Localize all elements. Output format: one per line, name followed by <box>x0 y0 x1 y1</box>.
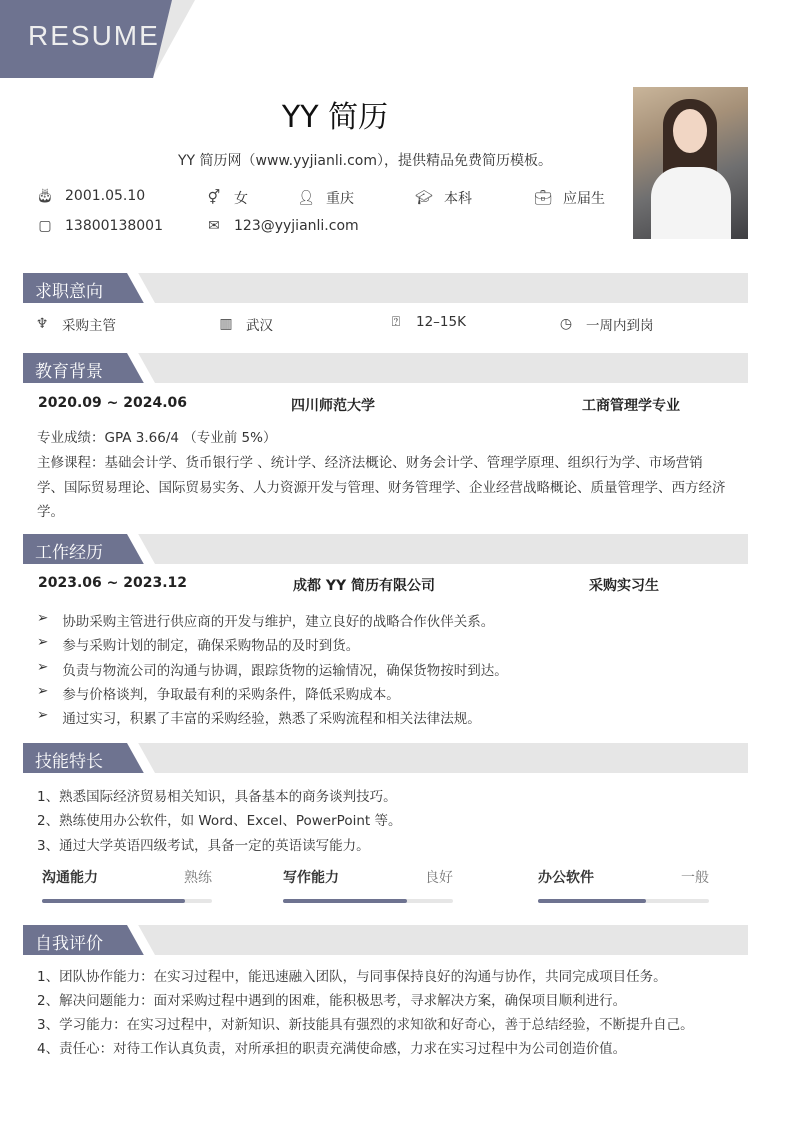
arrow-bullet-icon: ➢ <box>37 682 49 699</box>
money-bag-icon: ⍰ <box>391 314 401 330</box>
work-period: 2023.06 ~ 2023.12 <box>38 575 188 591</box>
intent-arrival <box>556 314 654 334</box>
info-status <box>533 188 605 208</box>
work-role: 采购实习生 <box>589 578 659 594</box>
skill-name: 沟通能力 <box>42 870 98 886</box>
education-school: 四川师范大学 <box>291 398 375 414</box>
building-icon: ▥ <box>219 316 233 332</box>
profile-photo <box>633 87 748 239</box>
bullet-text: 参与采购计划的制定，确保采购物品的及时到货。 <box>62 638 360 655</box>
skill-fill <box>283 899 407 903</box>
skill-level: 熟练 <box>184 870 212 886</box>
work-bullet-item <box>37 659 508 679</box>
salary-value: 12–15K <box>416 314 466 330</box>
bullet-text: 通过实习，积累了丰富的采购经验，熟悉了采购流程和相关法律法规。 <box>62 711 481 728</box>
tie-icon: ♆ <box>35 316 49 332</box>
work-bullet-item <box>37 634 359 654</box>
skill-line: 2、熟练使用办公软件，如 Word、Excel、PowerPoint 等。 <box>37 813 402 829</box>
info-gender <box>204 188 248 208</box>
section-title: 教育背景 <box>35 362 103 382</box>
arrival-value: 一周内到岗 <box>586 318 654 334</box>
bullet-text: 负责与物流公司的沟通与协调，跟踪货物的运输情况，确保货物按时到达。 <box>62 662 508 679</box>
skill-name: 办公软件 <box>538 870 594 886</box>
work-bullet-item <box>37 707 481 727</box>
skill-line: 1、熟悉国际经济贸易相关知识，具备基本的商务谈判技巧。 <box>37 789 397 805</box>
person-list-icon: 👤︎ <box>297 190 315 206</box>
skill-track <box>538 899 709 903</box>
info-degree <box>414 188 472 208</box>
skill-bar-2 <box>538 867 709 903</box>
arrow-bullet-icon: ➢ <box>37 634 49 651</box>
banner-text: RESUME <box>28 20 160 51</box>
info-phone <box>35 218 163 234</box>
section-header-skills <box>23 743 748 773</box>
section-title: 技能特长 <box>35 752 103 772</box>
intent-city <box>216 314 273 334</box>
degree-value: 本科 <box>444 191 472 207</box>
resume-banner <box>0 0 195 78</box>
clock-icon: ◷ <box>559 316 573 332</box>
position-value: 采购主管 <box>62 318 116 334</box>
section-header-self <box>23 925 748 955</box>
skill-fill <box>42 899 185 903</box>
hometown-value: 重庆 <box>326 191 354 207</box>
education-courses: 主修课程：基础会计学、货币银行学 、统计学、经济法概论、财务会计学、管理学原理、组织行为学、市场营销学、国际贸易理论、国际贸易实务、人力资源开发与管理、财务管理学、企业经营战略概论、质量管理学、西方经济学。 <box>37 455 726 520</box>
arrow-bullet-icon: ➢ <box>37 610 49 626</box>
section-title: 求职意向 <box>35 282 103 302</box>
phone-icon: ▢ <box>38 218 52 234</box>
self-eval-line: 4、责任心：对待工作认真负责，对所承担的职责充满使命感，力求在实习过程中为公司创造价值。 <box>37 1041 627 1057</box>
city-value: 武汉 <box>246 318 273 334</box>
bullet-text: 参与价格谈判，争取最有利的采购条件，降低采购成本。 <box>62 686 400 703</box>
graduation-cap-icon: 🎓︎ <box>415 190 433 206</box>
skill-bar-0 <box>42 867 212 903</box>
skill-level: 一般 <box>681 870 709 886</box>
self-eval-line: 2、解决问题能力：面对采购过程中遇到的困难，能积极思考，寻求解决方案，确保项目顺利进行。 <box>37 993 627 1009</box>
page-title: YY 简历 <box>281 100 389 135</box>
education-period: 2020.09 ~ 2024.06 <box>38 395 188 411</box>
status-value: 应届生 <box>563 191 605 207</box>
gender-value: 女 <box>234 191 248 207</box>
email-value: 123@yyjianli.com <box>234 218 359 234</box>
work-company: 成都 YY 简历有限公司 <box>293 578 436 594</box>
skill-name: 写作能力 <box>283 870 339 886</box>
intent-position <box>32 314 116 334</box>
cake-icon: 🎂︎ <box>36 188 54 204</box>
phone-value: 13800138001 <box>65 218 163 234</box>
section-header-education <box>23 353 748 383</box>
section-title: 自我评价 <box>35 934 103 954</box>
bullet-text: 协助采购主管进行供应商的开发与维护，建立良好的战略合作伙伴关系。 <box>62 614 495 630</box>
section-header-work <box>23 534 748 564</box>
arrow-bullet-icon: ➢ <box>37 658 49 675</box>
birth-value: 2001.05.10 <box>65 188 146 204</box>
briefcase-icon: 💼︎ <box>534 190 552 206</box>
work-bullet-item <box>37 610 494 630</box>
skill-line: 3、通过大学英语四级考试，具备一定的英语读写能力。 <box>37 838 370 854</box>
skill-level: 良好 <box>425 870 453 886</box>
skill-track <box>283 899 453 903</box>
education-major: 工商管理学专业 <box>582 398 680 414</box>
skill-track <box>42 899 212 903</box>
section-title: 工作经历 <box>35 543 103 563</box>
mail-icon: ✉ <box>208 218 220 234</box>
subtitle: YY 简历网（www.yyjianli.com），提供精品免费简历模板。 <box>178 153 552 169</box>
self-eval-line: 3、学习能力：在实习过程中，对新知识、新技能具有强烈的求知欲和好奇心，善于总结经验，不断提升自己。 <box>37 1017 694 1033</box>
arrow-bullet-icon: ➢ <box>37 707 49 724</box>
education-gpa: 专业成绩：GPA 3.66/4 （专业前 5%） <box>37 430 277 446</box>
info-email <box>204 218 359 234</box>
info-hometown <box>296 188 354 208</box>
section-header-intent <box>23 273 748 303</box>
intent-salary <box>386 314 466 330</box>
gender-icon: ⚥ <box>207 190 221 206</box>
work-bullet-item <box>37 683 400 703</box>
info-birth <box>35 188 145 204</box>
skill-fill <box>538 899 646 903</box>
skill-bar-1 <box>283 867 453 903</box>
self-eval-line: 1、团队协作能力：在实习过程中，能迅速融入团队，与同事保持良好的沟通与协作，共同完成项目任务。 <box>37 969 667 985</box>
